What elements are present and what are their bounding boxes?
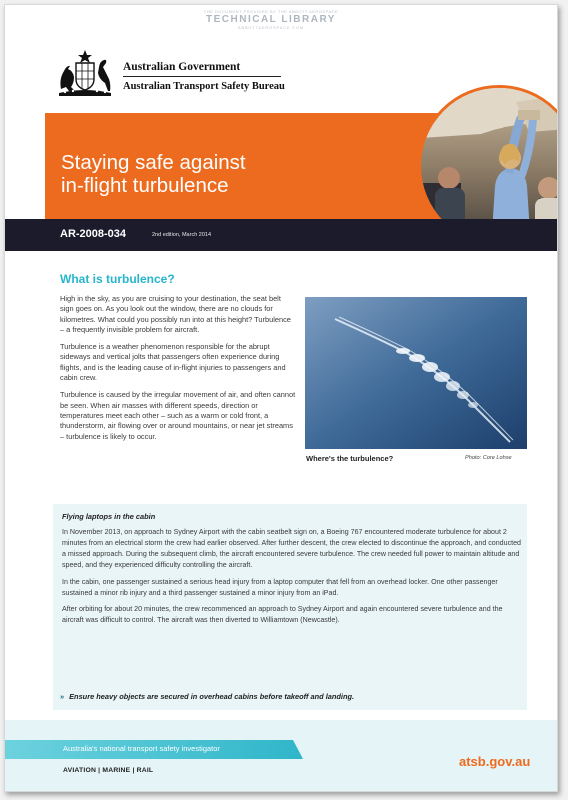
intro-paragraph: Turbulence is a weather phenomenon responsible for the abrupt sideways and vertical jolts that passengers often experience during flights, and is the leading cause of in-flight injuries to passengers and cabin crew. bbox=[60, 342, 286, 383]
title-line-1: Staying safe against bbox=[61, 151, 246, 174]
case-study-title: Flying laptops in the cabin bbox=[62, 512, 156, 521]
case-paragraph: In November 2013, on approach to Sydney Airport with the cabin seatbelt sign on, a Boeing 767 encountered moderate turbulence for about 2 minutes from an electrical storm the crew had earlier observed. After further descent, the crew elected to discontinue the approach, and conducted a missed approach. During the subsequent climb, the aircraft encountered severe turbulence. The crew needed full power to maintain altitude and speed, and they experienced difficulty controlling the aircraft. bbox=[62, 528, 521, 569]
document-sheet bbox=[4, 4, 558, 792]
government-identity bbox=[123, 61, 285, 92]
title-line-2: in-flight turbulence bbox=[61, 174, 229, 197]
photo-caption: Where's the turbulence? bbox=[306, 454, 394, 463]
document-title bbox=[61, 151, 361, 197]
coat-of-arms-icon bbox=[55, 49, 115, 97]
transport-modes: AVIATION | MARINE | RAIL bbox=[63, 767, 154, 774]
intro-text bbox=[60, 294, 296, 449]
photo-credit: Photo: Core Lohse bbox=[465, 455, 512, 461]
intro-paragraph: High in the sky, as you are cruising to your destination, the seat belt sign goes on. As you look out the window, there are no clouds for kilometres. What could you possibly run into at this height? Turbulence – a frequently invisible problem for aircraft. bbox=[60, 294, 291, 334]
callout-text: Ensure heavy objects are secured in overhead cabins before takeoff and landing. bbox=[69, 692, 355, 701]
government-name: Australian Government bbox=[123, 61, 281, 77]
intro-paragraph: Turbulence is caused by the irregular movement of air, and often cannot be seen. When air masses with different speeds, direction or temperatures meet each other – such as a warm or cold front, a thunderstorm, air flowing over or around mountains, or near jet streams – turbulence is likely to occur. bbox=[60, 390, 296, 441]
agency-name: Australian Transport Safety Bureau bbox=[123, 81, 285, 92]
case-study-text bbox=[62, 527, 522, 632]
safety-callout bbox=[60, 692, 520, 701]
website-url[interactable]: atsb.gov.au bbox=[459, 754, 531, 769]
case-paragraph: After orbiting for about 20 minutes, the crew recommenced an approach to Sydney Airport and again encountered severe turbulence and the aircraft was difficult to control. The aircraft was then diverted to Williamtown (Newcastle). bbox=[62, 605, 503, 625]
callout-arrow-icon: » bbox=[60, 692, 65, 701]
watermark-url: ABBOTTAEROSPACE.COM bbox=[238, 25, 304, 30]
watermark-title: TECHNICAL LIBRARY bbox=[206, 14, 336, 25]
tagline: Australia's national transport safety investigator bbox=[63, 744, 220, 753]
watermark-small-line: THE DOCUMENT PROVIDED BY THE ABBOTT AEROSPACE bbox=[203, 9, 339, 14]
report-number: AR-2008-034 bbox=[60, 228, 127, 240]
section-heading: What is turbulence? bbox=[60, 272, 175, 286]
library-watermark bbox=[191, 9, 351, 30]
turbulence-photo bbox=[305, 297, 527, 449]
edition-text: 2nd edition, March 2014 bbox=[152, 232, 212, 238]
case-paragraph: In the cabin, one passenger sustained a serious head injury from a laptop computer that fell from an overhead locker. One other passenger sustained a minor rib injury and a third passenger sustained a minor injury from an iPad. bbox=[62, 577, 498, 597]
sky-contrail-image bbox=[305, 297, 527, 449]
